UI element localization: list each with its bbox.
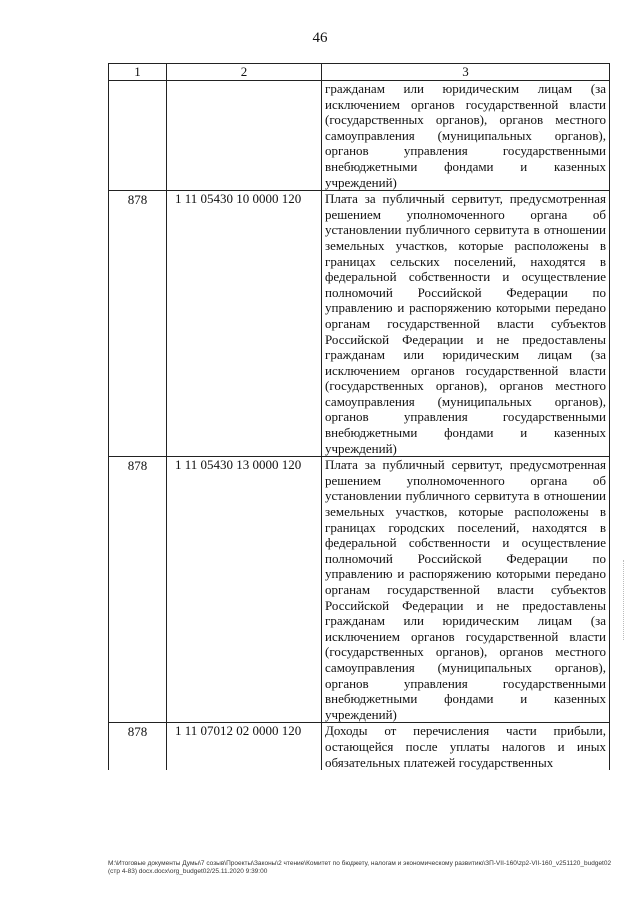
admin-code-cell bbox=[109, 81, 167, 191]
kbk-code-cell bbox=[167, 81, 322, 191]
document-path-footer: M:\Итоговые документы Думы\7 созыв\Проекты\Законы\2 чтение\Комитет по бюджету, налогам и экономическому развитию\ЗП-VII-160\zp2-VII-160_v251120_budget02(стр 4-83) docx.docx\org_budget02/25.11.2020 9:39:00 bbox=[108, 860, 612, 875]
income-description-cell: Плата за публичный сервитут, предусмотренная решением уполномоченного органа об установлении публичного сервитута в отношении земельных участков, которые расположены в границах городских поселений, находятся в федеральной собственности и осуществление полномочий Российской Федерации по управлению и распоряжению которыми передано органам государственной власти субъектов Российской Федерации и не предоставлены гражданам или юридическим лицам (за исключением органов государственной власти (государственных органов), органов местного самоуправления (муниципальных органов), органов управления государственными внебюджетными фондами и казенных учреждений) bbox=[322, 457, 610, 723]
table-row bbox=[109, 457, 610, 723]
admin-code-cell: 878 bbox=[109, 457, 167, 723]
admin-code-cell: 878 bbox=[109, 723, 167, 770]
income-description-cell: Доходы от перечисления части прибыли, остающейся после уплаты налогов и иных обязательных платежей государственных bbox=[322, 723, 610, 770]
budget-table bbox=[108, 63, 610, 770]
kbk-code-cell: 1 11 05430 10 0000 120 bbox=[167, 191, 322, 457]
income-description-cell: Плата за публичный сервитут, предусмотренная решением уполномоченного органа об установлении публичного сервитута в отношении земельных участков, которые расположены в границах сельских поселений, находятся в федеральной собственности и осуществление полномочий Российской Федерации по управлению и распоряжению которыми передано органам государственной власти субъектов Российской Федерации и не предоставлены гражданам или юридическим лицам (за исключением органов государственной власти (государственных органов), органов местного самоуправления (муниципальных органов), органов управления государственными внебюджетными фондами и казенных учреждений) bbox=[322, 191, 610, 457]
income-description-cell: гражданам или юридическим лицам (за исключением органов государственной власти (государственных органов), органов местного самоуправления (муниципальных органов), органов управления государственными внебюджетными фондами и казенных учреждений) bbox=[322, 81, 610, 191]
column-header-2: 2 bbox=[167, 64, 322, 81]
page-number: 46 bbox=[312, 30, 328, 46]
kbk-code-cell: 1 11 05430 13 0000 120 bbox=[167, 457, 322, 723]
table-header-row bbox=[109, 64, 610, 81]
admin-code-cell: 878 bbox=[109, 191, 167, 457]
table-row bbox=[109, 81, 610, 191]
column-header-3: 3 bbox=[322, 64, 610, 81]
margin-mark bbox=[623, 560, 634, 640]
column-header-1: 1 bbox=[109, 64, 167, 81]
table-row bbox=[109, 191, 610, 457]
kbk-code-cell: 1 11 07012 02 0000 120 bbox=[167, 723, 322, 770]
table-row bbox=[109, 723, 610, 770]
